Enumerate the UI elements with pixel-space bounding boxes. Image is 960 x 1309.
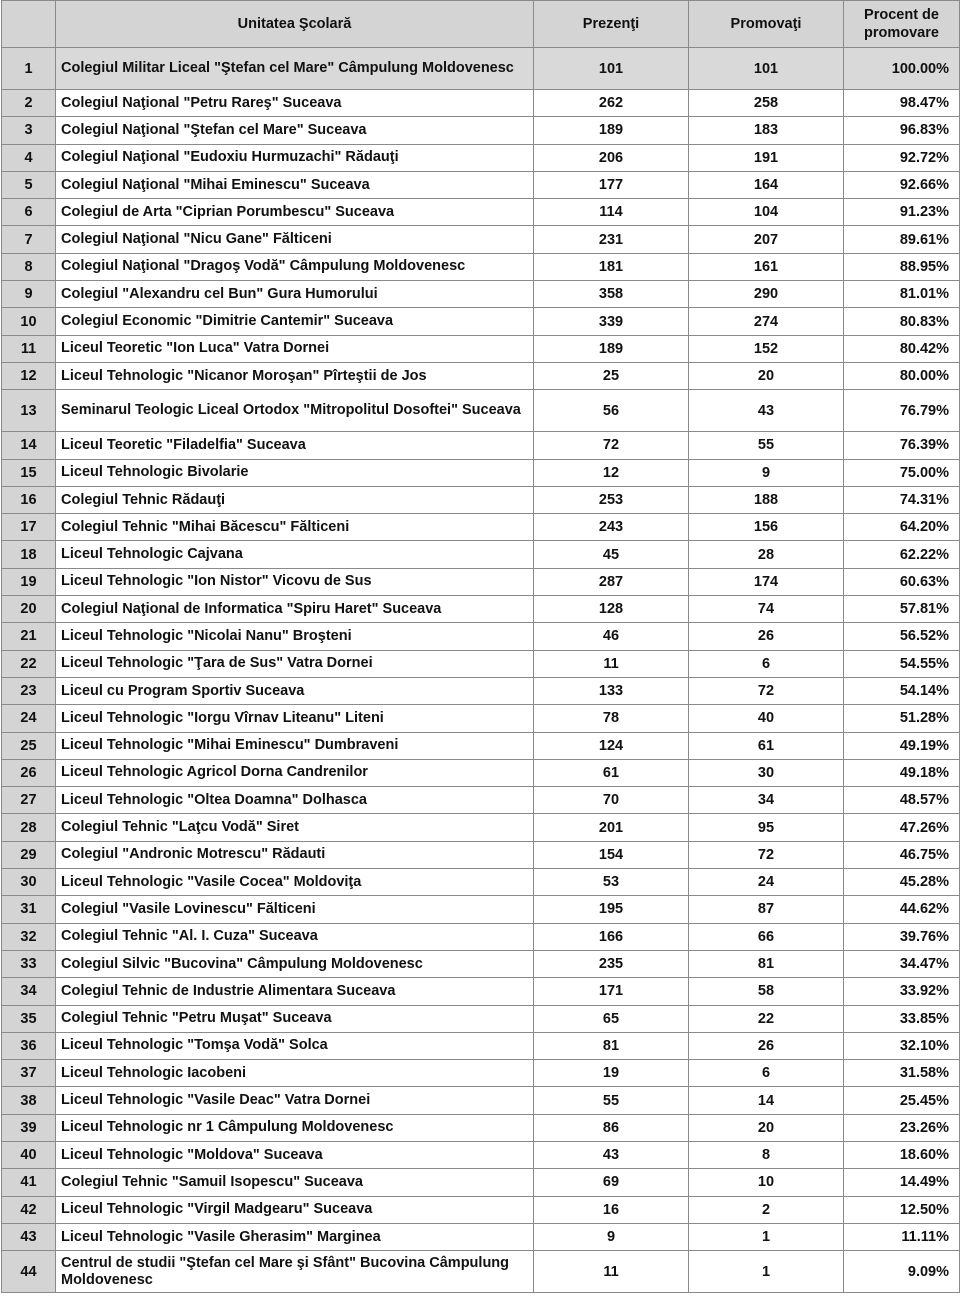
promoted-count: 274 bbox=[689, 308, 844, 335]
table-row bbox=[2, 732, 960, 759]
promoted-count: 183 bbox=[689, 117, 844, 144]
school-name: Liceul Tehnologic Iacobeni bbox=[56, 1060, 534, 1087]
school-name: Colegiul Naţional de Informatica "Spiru Haret" Suceava bbox=[56, 596, 534, 623]
row-index: 27 bbox=[2, 787, 56, 814]
promoted-count: 26 bbox=[689, 623, 844, 650]
table-row bbox=[2, 117, 960, 144]
promotion-percent: 57.81% bbox=[844, 596, 960, 623]
table-row bbox=[2, 144, 960, 171]
promoted-count: 20 bbox=[689, 362, 844, 389]
row-index: 24 bbox=[2, 705, 56, 732]
table-row bbox=[2, 1114, 960, 1141]
promotion-percent: 96.83% bbox=[844, 117, 960, 144]
table-row bbox=[2, 896, 960, 923]
table-row bbox=[2, 1032, 960, 1059]
present-count: 201 bbox=[534, 814, 689, 841]
school-name: Liceul Tehnologic "Vasile Gherasim" Marginea bbox=[56, 1223, 534, 1250]
present-count: 9 bbox=[534, 1223, 689, 1250]
promotion-percent: 44.62% bbox=[844, 896, 960, 923]
promoted-count: 55 bbox=[689, 432, 844, 459]
school-name: Colegiul Naţional "Dragoş Vodă" Câmpulung Moldovenesc bbox=[56, 253, 534, 280]
promotion-percent: 33.92% bbox=[844, 978, 960, 1005]
table-row bbox=[2, 623, 960, 650]
promoted-count: 72 bbox=[689, 841, 844, 868]
present-count: 46 bbox=[534, 623, 689, 650]
promotion-percent: 81.01% bbox=[844, 281, 960, 308]
school-name: Colegiul Naţional "Ştefan cel Mare" Suceava bbox=[56, 117, 534, 144]
present-count: 235 bbox=[534, 950, 689, 977]
promotion-percent: 54.14% bbox=[844, 677, 960, 704]
row-index: 17 bbox=[2, 514, 56, 541]
promotion-percent: 45.28% bbox=[844, 869, 960, 896]
row-index: 22 bbox=[2, 650, 56, 677]
promotion-percent: 18.60% bbox=[844, 1141, 960, 1168]
present-count: 358 bbox=[534, 281, 689, 308]
row-index: 28 bbox=[2, 814, 56, 841]
promoted-count: 2 bbox=[689, 1196, 844, 1223]
table-row bbox=[2, 199, 960, 226]
table-row bbox=[2, 1087, 960, 1114]
present-count: 124 bbox=[534, 732, 689, 759]
row-index: 21 bbox=[2, 623, 56, 650]
promotion-percent: 47.26% bbox=[844, 814, 960, 841]
row-index: 13 bbox=[2, 390, 56, 432]
present-count: 262 bbox=[534, 90, 689, 117]
row-index: 31 bbox=[2, 896, 56, 923]
promotion-percent: 31.58% bbox=[844, 1060, 960, 1087]
present-count: 11 bbox=[534, 1251, 689, 1293]
school-name: Liceul Tehnologic "Ion Nistor" Vicovu de Sus bbox=[56, 568, 534, 595]
present-count: 171 bbox=[534, 978, 689, 1005]
school-name: Liceul Teoretic "Ion Luca" Vatra Dornei bbox=[56, 335, 534, 362]
promotion-percent: 34.47% bbox=[844, 950, 960, 977]
promoted-count: 9 bbox=[689, 459, 844, 486]
row-index: 23 bbox=[2, 677, 56, 704]
row-index: 41 bbox=[2, 1169, 56, 1196]
table-row bbox=[2, 514, 960, 541]
promotion-percent: 12.50% bbox=[844, 1196, 960, 1223]
promotion-percent: 76.79% bbox=[844, 390, 960, 432]
promoted-count: 81 bbox=[689, 950, 844, 977]
table-body bbox=[2, 48, 960, 1293]
row-index: 26 bbox=[2, 759, 56, 786]
promoted-count: 10 bbox=[689, 1169, 844, 1196]
present-count: 154 bbox=[534, 841, 689, 868]
row-index: 36 bbox=[2, 1032, 56, 1059]
school-name: Liceul Tehnologic "Mihai Eminescu" Dumbraveni bbox=[56, 732, 534, 759]
promoted-count: 8 bbox=[689, 1141, 844, 1168]
row-index: 12 bbox=[2, 362, 56, 389]
school-name: Liceul Tehnologic "Oltea Doamna" Dolhasca bbox=[56, 787, 534, 814]
promoted-count: 152 bbox=[689, 335, 844, 362]
promotion-percent: 80.00% bbox=[844, 362, 960, 389]
present-count: 25 bbox=[534, 362, 689, 389]
promotion-percent: 56.52% bbox=[844, 623, 960, 650]
school-name: Liceul Tehnologic "Virgil Madgearu" Suceava bbox=[56, 1196, 534, 1223]
table-row bbox=[2, 362, 960, 389]
table-row bbox=[2, 281, 960, 308]
school-name: Liceul Tehnologic "Moldova" Suceava bbox=[56, 1141, 534, 1168]
present-count: 81 bbox=[534, 1032, 689, 1059]
table-header-row bbox=[2, 1, 960, 48]
school-name: Liceul Teoretic "Filadelfia" Suceava bbox=[56, 432, 534, 459]
promotion-percent: 49.19% bbox=[844, 732, 960, 759]
results-table bbox=[1, 0, 960, 1293]
promotion-percent: 51.28% bbox=[844, 705, 960, 732]
promotion-percent: 14.49% bbox=[844, 1169, 960, 1196]
table-row bbox=[2, 596, 960, 623]
promotion-percent: 92.66% bbox=[844, 171, 960, 198]
school-name: Colegiul Naţional "Nicu Gane" Fălticeni bbox=[56, 226, 534, 253]
table-row bbox=[2, 677, 960, 704]
table-row bbox=[2, 171, 960, 198]
promoted-count: 26 bbox=[689, 1032, 844, 1059]
promoted-count: 174 bbox=[689, 568, 844, 595]
table-row bbox=[2, 48, 960, 90]
row-index: 5 bbox=[2, 171, 56, 198]
row-index: 10 bbox=[2, 308, 56, 335]
present-count: 101 bbox=[534, 48, 689, 90]
table-row bbox=[2, 308, 960, 335]
present-count: 189 bbox=[534, 335, 689, 362]
school-name: Colegiul Tehnic "Laţcu Vodă" Siret bbox=[56, 814, 534, 841]
table-row bbox=[2, 226, 960, 253]
row-index: 11 bbox=[2, 335, 56, 362]
promoted-count: 1 bbox=[689, 1223, 844, 1250]
school-name: Colegiul Tehnic "Petru Muşat" Suceava bbox=[56, 1005, 534, 1032]
promotion-percent: 48.57% bbox=[844, 787, 960, 814]
row-index: 43 bbox=[2, 1223, 56, 1250]
row-index: 44 bbox=[2, 1251, 56, 1293]
present-count: 65 bbox=[534, 1005, 689, 1032]
promoted-count: 22 bbox=[689, 1005, 844, 1032]
table-row bbox=[2, 759, 960, 786]
promotion-percent: 11.11% bbox=[844, 1223, 960, 1250]
promoted-count: 58 bbox=[689, 978, 844, 1005]
table-row bbox=[2, 253, 960, 280]
row-index: 8 bbox=[2, 253, 56, 280]
row-index: 34 bbox=[2, 978, 56, 1005]
table-row bbox=[2, 486, 960, 513]
row-index: 6 bbox=[2, 199, 56, 226]
present-count: 86 bbox=[534, 1114, 689, 1141]
promotion-percent: 92.72% bbox=[844, 144, 960, 171]
promotion-percent: 89.61% bbox=[844, 226, 960, 253]
promotion-percent: 54.55% bbox=[844, 650, 960, 677]
table-row bbox=[2, 459, 960, 486]
promotion-percent: 49.18% bbox=[844, 759, 960, 786]
promotion-percent: 76.39% bbox=[844, 432, 960, 459]
table-row bbox=[2, 568, 960, 595]
school-name: Colegiul "Andronic Motrescu" Rădauti bbox=[56, 841, 534, 868]
school-name: Liceul Tehnologic "Ţara de Sus" Vatra Dornei bbox=[56, 650, 534, 677]
table-row bbox=[2, 950, 960, 977]
school-name: Colegiul Tehnic Rădauţi bbox=[56, 486, 534, 513]
promoted-count: 104 bbox=[689, 199, 844, 226]
promotion-percent: 25.45% bbox=[844, 1087, 960, 1114]
school-name: Centrul de studii "Ştefan cel Mare şi Sfânt" Bucovina Câmpulung Moldovenesc bbox=[56, 1251, 534, 1293]
promoted-count: 40 bbox=[689, 705, 844, 732]
table-row bbox=[2, 841, 960, 868]
table-row bbox=[2, 1141, 960, 1168]
promotion-percent: 46.75% bbox=[844, 841, 960, 868]
table-row bbox=[2, 335, 960, 362]
present-count: 128 bbox=[534, 596, 689, 623]
present-count: 78 bbox=[534, 705, 689, 732]
school-name: Colegiul Naţional "Petru Rareş" Suceava bbox=[56, 90, 534, 117]
promotion-percent: 75.00% bbox=[844, 459, 960, 486]
promoted-count: 14 bbox=[689, 1087, 844, 1114]
present-count: 72 bbox=[534, 432, 689, 459]
promoted-count: 20 bbox=[689, 1114, 844, 1141]
table-row bbox=[2, 1169, 960, 1196]
school-name: Liceul Tehnologic Agricol Dorna Candrenilor bbox=[56, 759, 534, 786]
present-count: 166 bbox=[534, 923, 689, 950]
promoted-count: 74 bbox=[689, 596, 844, 623]
promotion-percent: 32.10% bbox=[844, 1032, 960, 1059]
present-count: 61 bbox=[534, 759, 689, 786]
promoted-count: 61 bbox=[689, 732, 844, 759]
table-row bbox=[2, 923, 960, 950]
promotion-percent: 91.23% bbox=[844, 199, 960, 226]
row-index: 7 bbox=[2, 226, 56, 253]
table-row bbox=[2, 650, 960, 677]
school-name: Colegiul "Vasile Lovinescu" Fălticeni bbox=[56, 896, 534, 923]
promotion-percent: 80.42% bbox=[844, 335, 960, 362]
school-name: Colegiul Silvic "Bucovina" Câmpulung Moldovenesc bbox=[56, 950, 534, 977]
school-name: Colegiul Naţional "Eudoxiu Hurmuzachi" Rădauţi bbox=[56, 144, 534, 171]
promotion-percent: 98.47% bbox=[844, 90, 960, 117]
promotion-percent: 62.22% bbox=[844, 541, 960, 568]
table-row bbox=[2, 787, 960, 814]
present-count: 231 bbox=[534, 226, 689, 253]
school-name: Liceul Tehnologic "Vasile Deac" Vatra Dornei bbox=[56, 1087, 534, 1114]
promotion-percent: 74.31% bbox=[844, 486, 960, 513]
promoted-count: 28 bbox=[689, 541, 844, 568]
present-count: 339 bbox=[534, 308, 689, 335]
promoted-count: 34 bbox=[689, 787, 844, 814]
row-index: 3 bbox=[2, 117, 56, 144]
table-row bbox=[2, 1005, 960, 1032]
row-index: 39 bbox=[2, 1114, 56, 1141]
row-index: 33 bbox=[2, 950, 56, 977]
present-count: 287 bbox=[534, 568, 689, 595]
row-index: 37 bbox=[2, 1060, 56, 1087]
row-index: 38 bbox=[2, 1087, 56, 1114]
header-promoted: Promovaţi bbox=[689, 1, 844, 48]
row-index: 20 bbox=[2, 596, 56, 623]
row-index: 42 bbox=[2, 1196, 56, 1223]
row-index: 32 bbox=[2, 923, 56, 950]
present-count: 206 bbox=[534, 144, 689, 171]
school-name: Liceul Tehnologic Bivolarie bbox=[56, 459, 534, 486]
school-name: Colegiul Naţional "Mihai Eminescu" Suceava bbox=[56, 171, 534, 198]
promoted-count: 66 bbox=[689, 923, 844, 950]
present-count: 133 bbox=[534, 677, 689, 704]
row-index: 19 bbox=[2, 568, 56, 595]
promoted-count: 24 bbox=[689, 869, 844, 896]
header-index bbox=[2, 1, 56, 48]
row-index: 14 bbox=[2, 432, 56, 459]
table-row bbox=[2, 1196, 960, 1223]
present-count: 16 bbox=[534, 1196, 689, 1223]
present-count: 114 bbox=[534, 199, 689, 226]
row-index: 16 bbox=[2, 486, 56, 513]
promoted-count: 290 bbox=[689, 281, 844, 308]
row-index: 30 bbox=[2, 869, 56, 896]
table-row bbox=[2, 1060, 960, 1087]
row-index: 4 bbox=[2, 144, 56, 171]
school-name: Liceul Tehnologic "Vasile Cocea" Moldoviţa bbox=[56, 869, 534, 896]
promoted-count: 161 bbox=[689, 253, 844, 280]
school-name: Colegiul Economic "Dimitrie Cantemir" Suceava bbox=[56, 308, 534, 335]
promoted-count: 258 bbox=[689, 90, 844, 117]
school-name: Colegiul de Arta "Ciprian Porumbescu" Suceava bbox=[56, 199, 534, 226]
promotion-percent: 80.83% bbox=[844, 308, 960, 335]
promoted-count: 72 bbox=[689, 677, 844, 704]
promoted-count: 87 bbox=[689, 896, 844, 923]
table-row bbox=[2, 814, 960, 841]
present-count: 70 bbox=[534, 787, 689, 814]
table-row bbox=[2, 1251, 960, 1293]
promotion-percent: 88.95% bbox=[844, 253, 960, 280]
table-row bbox=[2, 541, 960, 568]
promotion-percent: 60.63% bbox=[844, 568, 960, 595]
school-name: Seminarul Teologic Liceal Ortodox "Mitropolitul Dosoftei" Suceava bbox=[56, 390, 534, 432]
header-present: Prezenţi bbox=[534, 1, 689, 48]
school-name: Liceul Tehnologic "Tomşa Vodă" Solca bbox=[56, 1032, 534, 1059]
school-name: Liceul Tehnologic Cajvana bbox=[56, 541, 534, 568]
table-row bbox=[2, 705, 960, 732]
header-unit: Unitatea Şcolară bbox=[56, 1, 534, 48]
table-row bbox=[2, 978, 960, 1005]
promoted-count: 6 bbox=[689, 1060, 844, 1087]
promoted-count: 43 bbox=[689, 390, 844, 432]
school-name: Liceul Tehnologic nr 1 Câmpulung Moldovenesc bbox=[56, 1114, 534, 1141]
table-row bbox=[2, 1223, 960, 1250]
present-count: 56 bbox=[534, 390, 689, 432]
school-name: Liceul Tehnologic "Nicolai Nanu" Broşteni bbox=[56, 623, 534, 650]
table-row bbox=[2, 869, 960, 896]
promotion-percent: 23.26% bbox=[844, 1114, 960, 1141]
school-name: Liceul Tehnologic "Iorgu Vîrnav Liteanu" Liteni bbox=[56, 705, 534, 732]
present-count: 53 bbox=[534, 869, 689, 896]
present-count: 243 bbox=[534, 514, 689, 541]
school-name: Colegiul "Alexandru cel Bun" Gura Humorului bbox=[56, 281, 534, 308]
present-count: 43 bbox=[534, 1141, 689, 1168]
promotion-percent: 9.09% bbox=[844, 1251, 960, 1293]
school-name: Liceul cu Program Sportiv Suceava bbox=[56, 677, 534, 704]
promoted-count: 1 bbox=[689, 1251, 844, 1293]
promotion-percent: 39.76% bbox=[844, 923, 960, 950]
school-name: Colegiul Tehnic "Samuil Isopescu" Suceava bbox=[56, 1169, 534, 1196]
school-name: Colegiul Militar Liceal "Ştefan cel Mare" Câmpulung Moldovenesc bbox=[56, 48, 534, 90]
promoted-count: 191 bbox=[689, 144, 844, 171]
table-row bbox=[2, 90, 960, 117]
row-index: 1 bbox=[2, 48, 56, 90]
promoted-count: 30 bbox=[689, 759, 844, 786]
row-index: 40 bbox=[2, 1141, 56, 1168]
row-index: 15 bbox=[2, 459, 56, 486]
promotion-percent: 100.00% bbox=[844, 48, 960, 90]
row-index: 29 bbox=[2, 841, 56, 868]
promotion-percent: 33.85% bbox=[844, 1005, 960, 1032]
present-count: 55 bbox=[534, 1087, 689, 1114]
present-count: 11 bbox=[534, 650, 689, 677]
row-index: 35 bbox=[2, 1005, 56, 1032]
promoted-count: 188 bbox=[689, 486, 844, 513]
promotion-percent: 64.20% bbox=[844, 514, 960, 541]
present-count: 45 bbox=[534, 541, 689, 568]
promoted-count: 6 bbox=[689, 650, 844, 677]
row-index: 2 bbox=[2, 90, 56, 117]
present-count: 189 bbox=[534, 117, 689, 144]
promoted-count: 156 bbox=[689, 514, 844, 541]
school-name: Colegiul Tehnic "Al. I. Cuza" Suceava bbox=[56, 923, 534, 950]
school-name: Liceul Tehnologic "Nicanor Moroşan" Pîrteştii de Jos bbox=[56, 362, 534, 389]
promoted-count: 164 bbox=[689, 171, 844, 198]
row-index: 9 bbox=[2, 281, 56, 308]
school-name: Colegiul Tehnic de Industrie Alimentara Suceava bbox=[56, 978, 534, 1005]
present-count: 177 bbox=[534, 171, 689, 198]
present-count: 181 bbox=[534, 253, 689, 280]
promoted-count: 101 bbox=[689, 48, 844, 90]
header-percent: Procent de promovare bbox=[844, 1, 960, 48]
promoted-count: 207 bbox=[689, 226, 844, 253]
promoted-count: 95 bbox=[689, 814, 844, 841]
row-index: 25 bbox=[2, 732, 56, 759]
present-count: 69 bbox=[534, 1169, 689, 1196]
table-row bbox=[2, 390, 960, 432]
present-count: 12 bbox=[534, 459, 689, 486]
row-index: 18 bbox=[2, 541, 56, 568]
present-count: 253 bbox=[534, 486, 689, 513]
table-row bbox=[2, 432, 960, 459]
school-name: Colegiul Tehnic "Mihai Băcescu" Fălticeni bbox=[56, 514, 534, 541]
present-count: 195 bbox=[534, 896, 689, 923]
present-count: 19 bbox=[534, 1060, 689, 1087]
